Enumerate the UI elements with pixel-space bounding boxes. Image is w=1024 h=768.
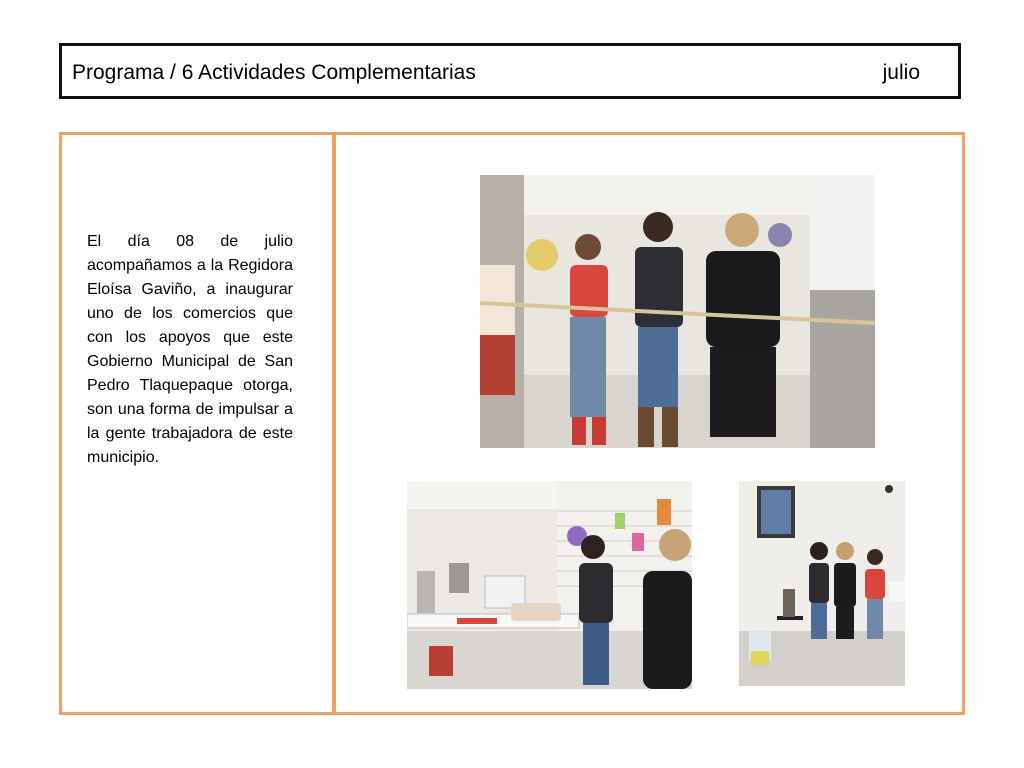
group-photo (739, 481, 905, 686)
header-box (59, 43, 961, 99)
text-panel (59, 132, 335, 715)
page-title: Programa / 6 Actividades Complementarias (72, 61, 476, 84)
group-illustration (739, 481, 905, 686)
month-label: julio (882, 61, 920, 84)
description-text: El día 08 de julio acompañamos a la Regidora Eloísa Gaviño, a inaugurar uno de los comercios que con los apoyos que este Gobierno Municipal de San Pedro Tlaquepaque otorga, son una forma de impulsar a la gente trabajadora de este municipio. (87, 233, 293, 466)
ribbon-cutting-illustration (480, 175, 875, 448)
interior-photo (407, 481, 692, 689)
ribbon-cutting-photo (480, 175, 875, 448)
interior-illustration (407, 481, 692, 689)
